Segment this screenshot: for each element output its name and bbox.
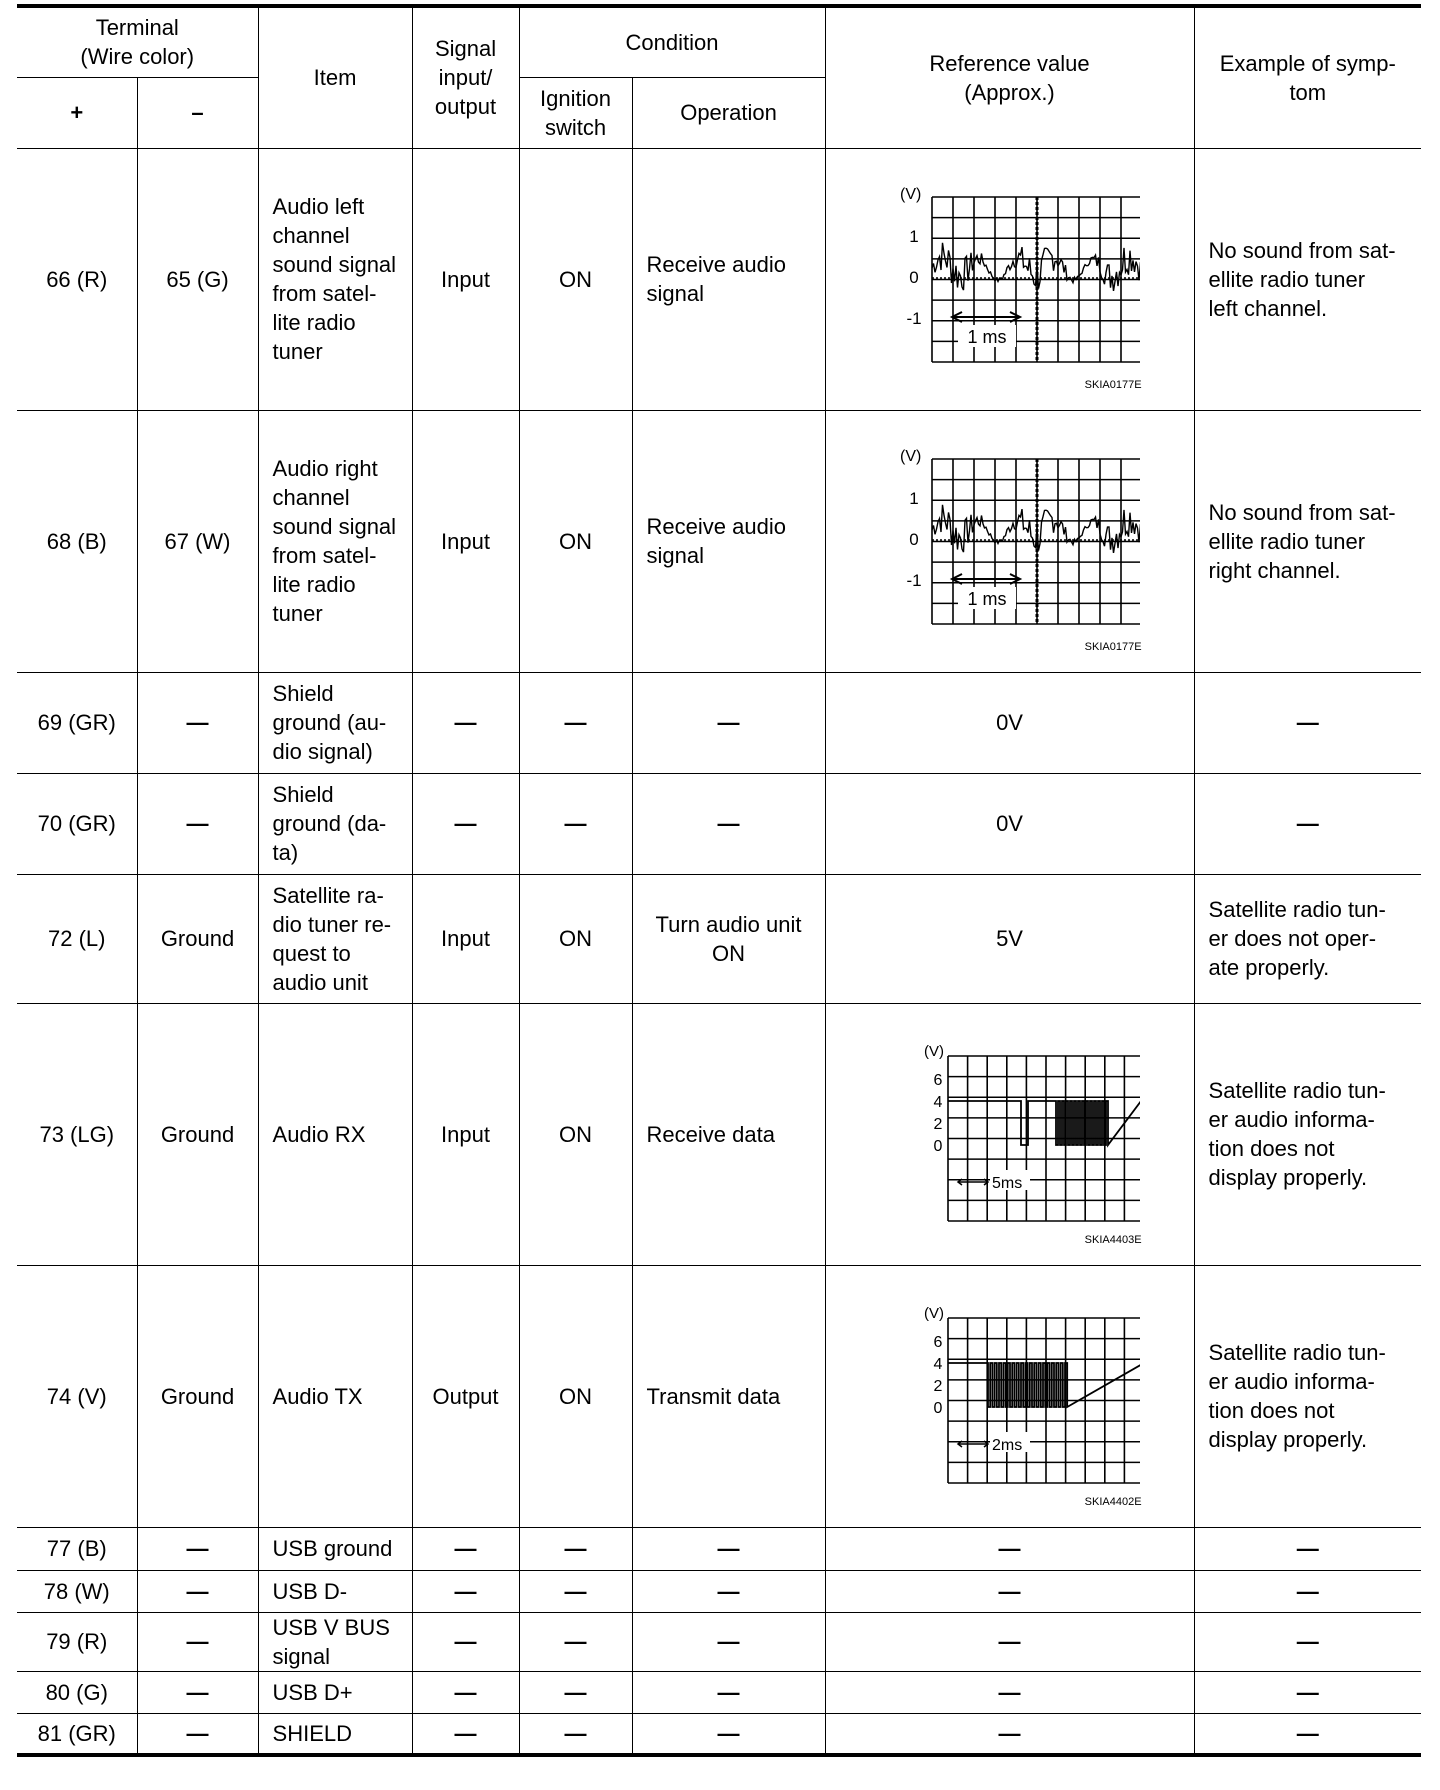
terminal-table-container [17, 4, 1421, 1757]
signal-io-value: — [454, 1679, 477, 1705]
ignition-header-line: switch [544, 114, 607, 140]
operation-text-line: — [717, 1720, 740, 1746]
operation-cell [632, 1527, 825, 1570]
item-cell [258, 1003, 412, 1265]
operation-text-line: — [717, 1578, 740, 1604]
item-text-line: ta) [272, 840, 299, 865]
ignition-header [519, 77, 632, 148]
terminal-minus-value: 67 (W) [164, 528, 231, 554]
scope-tick-label: 6 [933, 1334, 942, 1351]
item-text-line: tuner [272, 339, 323, 364]
terminal-plus-cell [17, 773, 137, 874]
terminal-plus-value: 68 (B) [46, 528, 107, 554]
operation-text-line: Receive data [646, 1121, 775, 1147]
terminal-minus-cell [137, 1570, 258, 1612]
table-row [17, 1612, 1421, 1671]
terminal-minus-value: Ground [160, 1383, 235, 1409]
operation-text-line: — [717, 811, 740, 836]
signal-io-value: — [454, 1578, 477, 1604]
item-cell [258, 773, 412, 874]
terminal-plus-cell [17, 1265, 137, 1527]
operation-text-line: Receive audio [646, 514, 786, 539]
symptom-text-line: No sound from sat- [1208, 237, 1396, 263]
table-row [17, 672, 1421, 773]
table-row [17, 410, 1421, 672]
terminal-header-line2: (Wire color) [80, 44, 195, 70]
item-text-line: sound signal [272, 252, 397, 277]
symptom-text-line: Satellite radio tun- [1208, 897, 1386, 922]
reference-cell [825, 874, 1194, 1003]
audio-signal-trace [932, 243, 1140, 291]
ignition-header-line: Ignition [540, 85, 611, 111]
item-cell [258, 1713, 412, 1755]
terminal-minus-value: — [186, 1720, 209, 1746]
signal-io-cell [412, 1265, 519, 1527]
reference-cell [825, 773, 1194, 874]
terminal-plus-value: 74 (V) [46, 1383, 107, 1409]
item-text-line: USB D- [272, 1578, 348, 1604]
item-text-line: USB V BUS [272, 1614, 390, 1640]
ignition-cell [519, 672, 632, 773]
audio-waveform-scope [880, 179, 1140, 379]
signal-io-cell [412, 148, 519, 410]
item-cell [258, 1570, 412, 1612]
item-text-line: Shield [272, 681, 334, 706]
item-text-line: lite radio [272, 572, 356, 597]
reference-cell [825, 1265, 1194, 1527]
ignition-value: ON [559, 926, 593, 951]
reference-cell [825, 410, 1194, 672]
table-row [17, 773, 1421, 874]
symptom-text-line: ellite radio tuner [1208, 266, 1366, 292]
scope-unit-label: (V) [923, 1305, 944, 1322]
terminal-minus-cell [137, 874, 258, 1003]
signal-io-value: — [454, 1629, 477, 1654]
terminal-minus-cell [137, 1612, 258, 1671]
terminal-minus-cell [137, 1713, 258, 1755]
reference-cell [825, 672, 1194, 773]
item-cell [258, 874, 412, 1003]
terminal-plus-value: 72 (L) [48, 926, 106, 951]
terminal-minus-value: — [186, 1679, 209, 1705]
scope-time-label: 2ms [991, 1437, 1022, 1454]
symptom-cell [1194, 1003, 1421, 1265]
terminal-header-line1: Terminal [95, 15, 179, 41]
item-text-line: dio signal) [272, 739, 373, 764]
minus-header: – [137, 77, 258, 148]
terminal-minus-value: Ground [160, 1121, 235, 1147]
reference-value: — [998, 1536, 1021, 1561]
table-row [17, 1671, 1421, 1713]
symptom-text-line: er audio informa- [1208, 1369, 1375, 1394]
ignition-cell [519, 874, 632, 1003]
terminal-minus-cell [137, 672, 258, 773]
operation-cell [632, 410, 825, 672]
operation-cell [632, 874, 825, 1003]
ignition-value: ON [559, 1121, 593, 1147]
symptom-text-line: display properly. [1208, 1427, 1368, 1452]
symptom-text-line: left channel. [1208, 295, 1328, 321]
item-cell [258, 672, 412, 773]
reference-cell [825, 1003, 1194, 1265]
item-cell [258, 410, 412, 672]
ignition-value: — [564, 1720, 587, 1746]
scope-figure-code: SKIA0177E [1084, 640, 1142, 653]
operation-cell [632, 1265, 825, 1527]
terminal-reference-table [17, 4, 1421, 1757]
operation-text-line: — [717, 710, 740, 735]
ignition-cell [519, 410, 632, 672]
operation-text-line: Turn audio unit [655, 911, 802, 937]
tx-waveform-scope [880, 1296, 1140, 1496]
scope-tick-label: 4 [933, 1094, 942, 1111]
ignition-cell [519, 1265, 632, 1527]
operation-text-line: ON [712, 940, 746, 966]
scope-tick-label: 6 [933, 1072, 942, 1089]
operation-cell [632, 672, 825, 773]
symptom-cell [1194, 1671, 1421, 1713]
item-cell [258, 148, 412, 410]
terminal-plus-cell [17, 1570, 137, 1612]
terminal-plus-value: 79 (R) [46, 1629, 108, 1654]
ignition-value: — [564, 1629, 587, 1654]
operation-text-line: signal [646, 281, 704, 306]
item-text-line: lite radio [272, 310, 356, 335]
table-body [17, 148, 1421, 1755]
terminal-plus-cell [17, 1612, 137, 1671]
item-text-line: Shield [272, 782, 334, 807]
terminal-plus-value: 73 (LG) [39, 1121, 115, 1147]
reference-value: — [998, 1629, 1021, 1654]
item-cell [258, 1265, 412, 1527]
reference-cell [825, 1671, 1194, 1713]
scope-tick-label: 0 [908, 530, 919, 549]
terminal-plus-value: 80 (G) [45, 1679, 108, 1705]
terminal-minus-cell [137, 1265, 258, 1527]
symptom-text-line: ate properly. [1208, 955, 1330, 980]
signal-io-header-line: input/ [438, 65, 493, 91]
reference-header-line: (Approx.) [964, 79, 1055, 105]
ignition-value: — [564, 710, 587, 735]
symptom-text-line: Satellite radio tun- [1208, 1078, 1386, 1103]
signal-io-value: Input [441, 266, 490, 292]
item-text-line: from satel- [272, 543, 377, 568]
ignition-value: — [564, 1578, 587, 1604]
scope-tick-label: 0 [908, 268, 919, 287]
table-row [17, 1713, 1421, 1755]
item-text-line: signal [272, 1643, 330, 1669]
scope-tick-label: 1 [908, 227, 919, 246]
symptom-text-line: Satellite radio tun- [1208, 1340, 1386, 1365]
operation-text-line: Transmit data [646, 1383, 781, 1409]
symptom-text-line: er audio informa- [1208, 1107, 1375, 1132]
ignition-value: ON [559, 1383, 593, 1409]
symptom-cell [1194, 1612, 1421, 1671]
signal-io-header-line: output [434, 94, 497, 120]
symptom-text-line: — [1296, 1629, 1319, 1654]
operation-cell [632, 1671, 825, 1713]
reference-value: 0V [996, 811, 1023, 836]
terminal-plus-cell [17, 148, 137, 410]
signal-io-header-line: Signal [434, 36, 497, 62]
scope-tick-label: 0 [933, 1138, 942, 1155]
signal-io-value: Input [441, 1121, 490, 1147]
terminal-plus-value: 78 (W) [43, 1578, 110, 1604]
terminal-minus-cell [137, 148, 258, 410]
symptom-cell [1194, 874, 1421, 1003]
symptom-text-line: — [1296, 1720, 1319, 1746]
operation-text-line: signal [646, 543, 704, 568]
symptom-header-line: tom [1289, 79, 1327, 105]
signal-io-value: — [454, 1720, 477, 1746]
signal-io-cell [412, 1612, 519, 1671]
symptom-text-line: No sound from sat- [1208, 499, 1396, 525]
scope-figure-code: SKIA4403E [1084, 1233, 1142, 1246]
terminal-minus-value: — [186, 1536, 209, 1561]
reference-value: — [998, 1679, 1021, 1705]
reference-cell [825, 1713, 1194, 1755]
terminal-minus-cell [137, 773, 258, 874]
item-text-line: tuner [272, 601, 323, 626]
plus-header: + [17, 77, 137, 148]
scope-time-label: 1 ms [967, 327, 1007, 347]
scope-tick-label: 4 [933, 1356, 942, 1373]
terminal-minus-value: Ground [160, 926, 235, 951]
symptom-text-line: tion does not [1208, 1136, 1335, 1161]
terminal-minus-value: — [186, 710, 209, 735]
scope-time-label: 5ms [991, 1175, 1022, 1192]
scope-tick-label: 1 [908, 489, 919, 508]
operation-text-line: Receive audio [646, 252, 786, 277]
item-cell [258, 1671, 412, 1713]
scope-unit-label: (V) [899, 448, 921, 465]
ignition-value: ON [559, 266, 593, 292]
signal-io-value: — [454, 1536, 477, 1561]
reference-cell [825, 1527, 1194, 1570]
reference-cell [825, 1570, 1194, 1612]
item-cell [258, 1527, 412, 1570]
symptom-header-line: Example of symp- [1219, 50, 1396, 76]
operation-cell [632, 1003, 825, 1265]
terminal-minus-value: — [186, 1629, 209, 1654]
item-text-line: channel [272, 223, 350, 248]
symptom-text-line: — [1296, 1536, 1319, 1561]
symptom-cell [1194, 1527, 1421, 1570]
terminal-plus-cell [17, 672, 137, 773]
item-text-line: USB ground [272, 1536, 393, 1561]
reference-value: 5V [996, 926, 1023, 951]
terminal-plus-value: 81 (GR) [37, 1720, 116, 1746]
terminal-minus-cell [137, 410, 258, 672]
item-text-line: dio tuner re- [272, 911, 392, 937]
terminal-plus-value: 70 (GR) [37, 811, 116, 836]
item-text-line: USB D+ [272, 1679, 353, 1705]
table-row [17, 1003, 1421, 1265]
symptom-text-line: — [1296, 1578, 1319, 1604]
symptom-cell [1194, 410, 1421, 672]
item-text-line: ground (au- [272, 710, 387, 735]
signal-io-value: Output [432, 1383, 499, 1409]
scope-tick-label: 2 [933, 1378, 942, 1395]
symptom-cell [1194, 672, 1421, 773]
terminal-plus-value: 77 (B) [46, 1536, 107, 1561]
ignition-cell [519, 1570, 632, 1612]
operation-cell [632, 773, 825, 874]
scope-tick-label: 2 [933, 1116, 942, 1133]
signal-io-cell [412, 1527, 519, 1570]
item-text-line: quest to [272, 940, 351, 966]
table-row [17, 1527, 1421, 1570]
ignition-value: — [564, 1679, 587, 1705]
terminal-minus-cell [137, 1527, 258, 1570]
reference-value: — [998, 1578, 1021, 1604]
item-text-line: Audio TX [272, 1383, 363, 1409]
signal-io-value: — [454, 710, 477, 735]
item-text-line: channel [272, 485, 350, 510]
signal-io-cell [412, 874, 519, 1003]
symptom-text-line: tion does not [1208, 1398, 1335, 1423]
scope-tick-label: -1 [905, 571, 922, 590]
reference-cell [825, 148, 1194, 410]
scope-time-label: 1 ms [967, 589, 1007, 609]
audio-waveform-scope [880, 441, 1140, 641]
symptom-cell [1194, 148, 1421, 410]
symptom-cell [1194, 773, 1421, 874]
ignition-cell [519, 1713, 632, 1755]
item-text-line: Audio RX [272, 1121, 366, 1147]
scope-grid [948, 1318, 1140, 1483]
item-cell [258, 1612, 412, 1671]
reference-value: — [998, 1720, 1021, 1746]
ignition-cell [519, 148, 632, 410]
scope-tick-label: -1 [905, 309, 922, 328]
scope-tick-label: 0 [933, 1400, 942, 1417]
terminal-minus-value: — [186, 1578, 209, 1604]
reference-cell [825, 1612, 1194, 1671]
item-text-line: SHIELD [272, 1720, 352, 1746]
terminal-plus-cell [17, 410, 137, 672]
symptom-text-line: — [1296, 710, 1319, 735]
symptom-cell [1194, 1570, 1421, 1612]
scope-figure-code: SKIA4402E [1084, 1495, 1142, 1508]
signal-io-cell [412, 1570, 519, 1612]
terminal-header [17, 6, 258, 77]
operation-text-line: — [717, 1536, 740, 1561]
terminal-minus-cell [137, 1003, 258, 1265]
item-text-line: Audio left [272, 194, 365, 219]
item-header: Item [258, 6, 412, 148]
item-text-line: Audio right [272, 456, 378, 481]
signal-io-value: Input [441, 528, 490, 554]
symptom-text-line: display properly. [1208, 1165, 1368, 1190]
signal-io-cell [412, 410, 519, 672]
symptom-text-line: er does not oper- [1208, 926, 1377, 951]
item-text-line: sound signal [272, 514, 397, 539]
signal-io-cell [412, 1713, 519, 1755]
table-row [17, 1265, 1421, 1527]
audio-signal-trace [932, 505, 1140, 553]
table-row [17, 874, 1421, 1003]
item-text-line: audio unit [272, 969, 368, 995]
scope-unit-label: (V) [923, 1043, 944, 1060]
operation-cell [632, 1570, 825, 1612]
reference-header [825, 6, 1194, 148]
terminal-minus-value: — [186, 811, 209, 836]
operation-text-line: — [717, 1679, 740, 1705]
terminal-minus-value: 65 (G) [166, 266, 229, 292]
terminal-plus-cell [17, 874, 137, 1003]
condition-header: Condition [519, 6, 825, 77]
ignition-cell [519, 773, 632, 874]
terminal-plus-cell [17, 1713, 137, 1755]
operation-cell [632, 148, 825, 410]
symptom-cell [1194, 1713, 1421, 1755]
ignition-value: — [564, 1536, 587, 1561]
operation-cell [632, 1612, 825, 1671]
ignition-cell [519, 1671, 632, 1713]
terminal-plus-value: 66 (R) [46, 266, 108, 292]
terminal-plus-cell [17, 1527, 137, 1570]
reference-value: 0V [996, 710, 1023, 735]
rx-waveform-scope [880, 1034, 1140, 1234]
signal-io-value: — [454, 811, 477, 836]
ignition-cell [519, 1612, 632, 1671]
signal-io-header [412, 6, 519, 148]
table-row [17, 148, 1421, 410]
terminal-plus-cell [17, 1671, 137, 1713]
operation-text-line: — [717, 1629, 740, 1654]
ignition-value: — [564, 811, 587, 836]
terminal-plus-value: 69 (GR) [37, 710, 116, 735]
ignition-cell [519, 1527, 632, 1570]
terminal-plus-cell [17, 1003, 137, 1265]
scope-grid [948, 1056, 1140, 1221]
item-text-line: from satel- [272, 281, 377, 306]
scope-unit-label: (V) [899, 186, 921, 203]
table-row [17, 1570, 1421, 1612]
symptom-cell [1194, 1265, 1421, 1527]
ignition-cell [519, 1003, 632, 1265]
item-text-line: Satellite ra- [272, 882, 384, 908]
ignition-value: ON [559, 528, 593, 554]
reference-header-line: Reference value [929, 50, 1090, 76]
scope-figure-code: SKIA0177E [1084, 378, 1142, 391]
operation-cell [632, 1713, 825, 1755]
symptom-text-line: — [1296, 1679, 1319, 1705]
signal-io-cell [412, 773, 519, 874]
signal-io-value: Input [441, 926, 490, 951]
symptom-text-line: — [1296, 811, 1319, 836]
symptom-header [1194, 6, 1421, 148]
symptom-text-line: ellite radio tuner [1208, 528, 1366, 554]
signal-io-cell [412, 672, 519, 773]
signal-io-cell [412, 1003, 519, 1265]
terminal-minus-cell [137, 1671, 258, 1713]
symptom-text-line: right channel. [1208, 557, 1341, 583]
signal-io-cell [412, 1671, 519, 1713]
item-text-line: ground (da- [272, 811, 387, 836]
operation-header: Operation [632, 77, 825, 148]
